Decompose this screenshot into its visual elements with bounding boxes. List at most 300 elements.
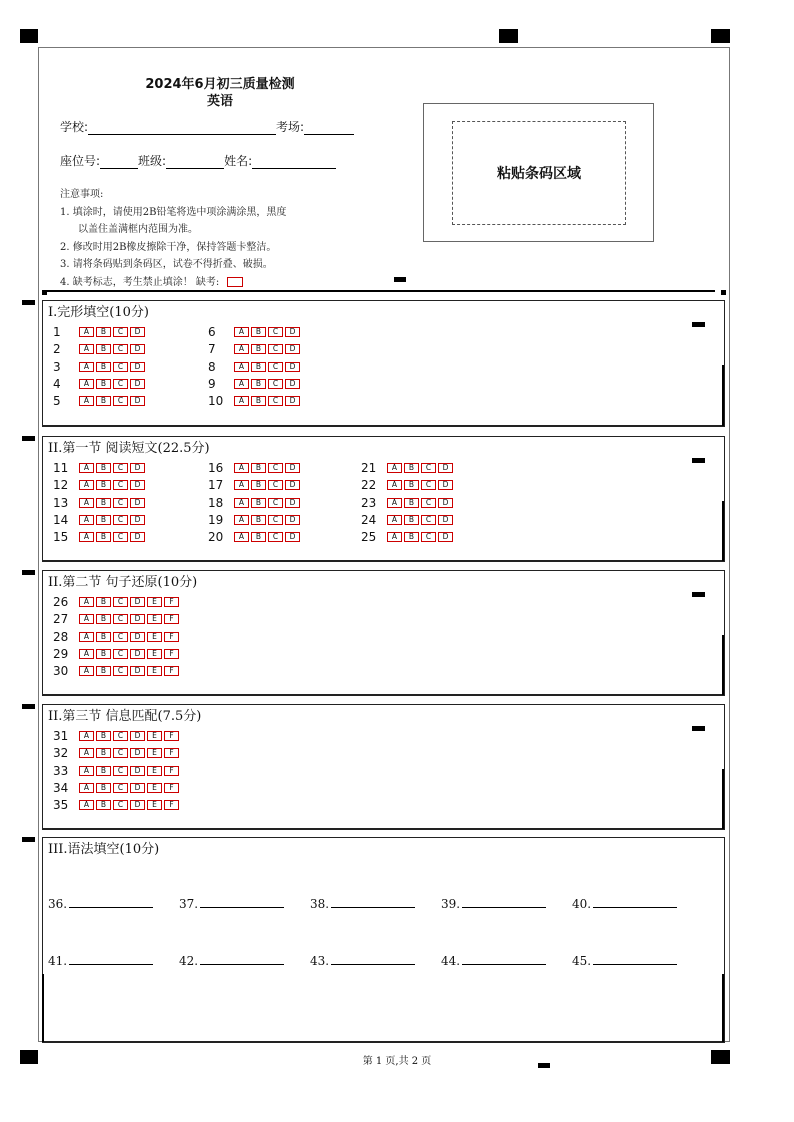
timing-mark <box>22 436 35 441</box>
blank-number: 37. <box>179 897 199 911</box>
grammar-blank <box>179 953 284 968</box>
question-number: 28 <box>53 629 69 644</box>
grammar-blank <box>310 953 415 968</box>
blank-number: 44. <box>441 954 461 968</box>
answer-line[interactable] <box>331 896 415 908</box>
seat-label: 座位号: <box>60 154 101 168</box>
choice-section <box>42 570 725 696</box>
option-bubble-d[interactable]: D <box>130 344 145 354</box>
timing-mark <box>22 704 35 709</box>
option-bubble-b[interactable]: B <box>251 327 266 337</box>
option-bubble-d[interactable]: D <box>438 480 453 490</box>
barcode-paste-zone <box>452 121 626 225</box>
question-row <box>53 764 181 778</box>
question-row <box>208 394 302 408</box>
blank-number: 39. <box>441 897 461 911</box>
option-bubble-b[interactable]: B <box>96 463 111 473</box>
option-bubble-b[interactable]: B <box>404 463 419 473</box>
question-number: 13 <box>53 495 69 510</box>
option-bubble-b[interactable]: B <box>96 498 111 508</box>
option-bubble-b[interactable]: B <box>96 480 111 490</box>
question-number: 18 <box>208 495 224 510</box>
question-row <box>53 746 181 760</box>
option-bubble-a[interactable]: A <box>79 362 94 372</box>
blank-number: 45. <box>572 954 592 968</box>
question-number: 23 <box>361 495 377 510</box>
question-number: 14 <box>53 512 69 527</box>
option-bubble-a[interactable]: A <box>234 379 249 389</box>
timing-mark <box>692 322 705 327</box>
option-bubble-d[interactable]: D <box>285 463 300 473</box>
option-bubble-d[interactable]: D <box>285 480 300 490</box>
section-edge <box>722 365 724 426</box>
seat-field[interactable] <box>100 156 138 169</box>
option-bubble-c[interactable]: C <box>113 731 128 741</box>
option-bubble-c[interactable]: C <box>268 532 283 542</box>
option-bubble-a[interactable]: A <box>79 649 94 659</box>
question-number: 16 <box>208 461 224 475</box>
option-bubble-d[interactable]: D <box>438 498 453 508</box>
option-bubble-b[interactable]: B <box>251 379 266 389</box>
option-bubble-d[interactable]: D <box>130 666 145 676</box>
option-bubble-b[interactable]: B <box>96 327 111 337</box>
option-bubble-b[interactable]: B <box>96 396 111 406</box>
option-bubble-b[interactable]: B <box>96 731 111 741</box>
answer-line[interactable] <box>69 953 153 965</box>
option-bubble-b[interactable]: B <box>96 362 111 372</box>
blank-number: 43. <box>310 954 330 968</box>
option-bubble-c[interactable]: C <box>113 783 128 793</box>
question-row <box>208 325 302 339</box>
question-row <box>361 461 455 475</box>
option-bubble-b[interactable]: B <box>96 344 111 354</box>
option-bubble-d[interactable]: D <box>285 396 300 406</box>
option-bubble-b[interactable]: B <box>96 666 111 676</box>
answer-line[interactable] <box>462 896 546 908</box>
class-field[interactable] <box>166 156 224 169</box>
answer-line[interactable] <box>593 896 677 908</box>
question-row <box>53 530 147 544</box>
question-number: 34 <box>53 780 69 795</box>
answer-line[interactable] <box>462 953 546 965</box>
question-row <box>361 530 455 544</box>
option-bubble-b[interactable]: B <box>404 498 419 508</box>
option-bubble-d[interactable]: D <box>130 515 145 525</box>
question-number: 6 <box>208 325 216 339</box>
option-bubble-b[interactable]: B <box>251 515 266 525</box>
option-bubble-c[interactable]: C <box>113 327 128 337</box>
option-bubble-d[interactable]: D <box>130 748 145 758</box>
blank-number: 41. <box>48 954 68 968</box>
option-bubble-c[interactable]: C <box>113 649 128 659</box>
option-bubble-a[interactable]: A <box>79 515 94 525</box>
section-title: I.完形填空(10分) <box>48 305 149 320</box>
option-bubble-d[interactable]: D <box>130 362 145 372</box>
option-bubble-a[interactable]: A <box>79 800 94 810</box>
option-bubble-e[interactable]: E <box>147 800 162 810</box>
option-bubble-d[interactable]: D <box>130 766 145 776</box>
timing-mark <box>692 726 705 731</box>
option-bubble-c[interactable]: C <box>113 748 128 758</box>
question-number: 1 <box>53 325 61 339</box>
question-number: 7 <box>208 342 216 357</box>
school-field[interactable] <box>88 122 276 135</box>
option-bubble-d[interactable]: D <box>130 800 145 810</box>
option-bubble-a[interactable]: A <box>387 498 402 508</box>
option-bubble-f[interactable]: F <box>164 800 179 810</box>
option-bubble-b[interactable]: B <box>251 362 266 372</box>
option-bubble-d[interactable]: D <box>130 731 145 741</box>
option-bubble-c[interactable]: C <box>268 480 283 490</box>
question-row <box>53 394 147 408</box>
question-row <box>53 496 147 510</box>
instruction-item: 1. 填涂时，请使用2B铅笔将选中项涂满涂黑，黑度 <box>60 206 287 218</box>
grammar-blank <box>48 953 153 968</box>
option-bubble-d[interactable]: D <box>438 532 453 542</box>
question-row <box>53 630 181 644</box>
option-bubble-b[interactable]: B <box>96 614 111 624</box>
option-bubble-a[interactable]: A <box>79 783 94 793</box>
question-number: 32 <box>53 746 69 761</box>
grammar-blank <box>441 896 546 911</box>
option-bubble-a[interactable]: A <box>234 480 249 490</box>
section-title: II.第三节 信息匹配(7.5分) <box>48 709 202 724</box>
option-bubble-c[interactable]: C <box>113 666 128 676</box>
option-bubble-a[interactable]: A <box>234 327 249 337</box>
option-bubble-b[interactable]: B <box>404 515 419 525</box>
question-number: 26 <box>53 595 69 609</box>
question-number: 21 <box>361 461 377 475</box>
question-row <box>208 478 302 492</box>
option-bubble-c[interactable]: C <box>268 498 283 508</box>
timing-mark <box>22 300 35 305</box>
option-bubble-d[interactable]: D <box>130 396 145 406</box>
instruction-item: 以盖住盖满框内范围为准。 <box>78 224 198 235</box>
question-number: 20 <box>208 530 224 545</box>
option-bubble-a[interactable]: A <box>79 766 94 776</box>
option-bubble-c[interactable]: C <box>421 532 436 542</box>
option-bubble-a[interactable]: A <box>234 344 249 354</box>
question-row <box>53 478 147 492</box>
option-bubble-d[interactable]: D <box>285 498 300 508</box>
option-bubble-b[interactable]: B <box>251 532 266 542</box>
timing-mark <box>22 837 35 842</box>
option-bubble-c[interactable]: C <box>421 515 436 525</box>
question-row <box>53 798 181 812</box>
header-divider <box>45 290 715 292</box>
question-row <box>208 513 302 527</box>
option-bubble-d[interactable]: D <box>130 614 145 624</box>
blank-number: 38. <box>310 897 330 911</box>
option-bubble-d[interactable]: D <box>130 532 145 542</box>
question-row <box>53 377 147 391</box>
option-bubble-a[interactable]: A <box>234 396 249 406</box>
choice-section <box>42 300 725 427</box>
option-bubble-a[interactable]: A <box>387 463 402 473</box>
option-bubble-b[interactable]: B <box>251 463 266 473</box>
option-bubble-a[interactable]: A <box>234 532 249 542</box>
option-bubble-c[interactable]: C <box>113 498 128 508</box>
option-bubble-f[interactable]: F <box>164 597 179 607</box>
section-title: III.语法填空(10分) <box>48 842 160 857</box>
question-number: 10 <box>208 394 224 409</box>
name-field[interactable] <box>252 156 336 169</box>
answer-line[interactable] <box>200 953 284 965</box>
left-edge <box>42 974 44 1042</box>
option-bubble-c[interactable]: C <box>268 344 283 354</box>
question-row <box>208 461 302 475</box>
option-bubble-e[interactable]: E <box>147 614 162 624</box>
question-row <box>53 360 147 374</box>
section-edge <box>722 769 724 829</box>
timing-mark <box>20 29 38 43</box>
option-bubble-c[interactable]: C <box>268 515 283 525</box>
option-bubble-c[interactable]: C <box>113 480 128 490</box>
option-bubble-b[interactable]: B <box>96 783 111 793</box>
question-number: 11 <box>53 461 69 475</box>
answer-line[interactable] <box>69 896 153 908</box>
option-bubble-f[interactable]: F <box>164 666 179 676</box>
option-bubble-d[interactable]: D <box>130 463 145 473</box>
option-bubble-b[interactable]: B <box>96 766 111 776</box>
grammar-section <box>42 837 725 1043</box>
answer-line[interactable] <box>593 953 677 965</box>
question-number: 27 <box>53 612 69 627</box>
question-row <box>53 612 181 626</box>
option-bubble-c[interactable]: C <box>113 597 128 607</box>
question-row <box>53 647 181 661</box>
question-row <box>208 530 302 544</box>
option-bubble-a[interactable]: A <box>79 731 94 741</box>
section-title: II.第一节 阅读短文(22.5分) <box>48 441 210 456</box>
choice-section <box>42 704 725 830</box>
grammar-blank <box>441 953 546 968</box>
option-bubble-e[interactable]: E <box>147 783 162 793</box>
question-number: 33 <box>53 763 69 778</box>
grammar-blank <box>572 953 677 968</box>
option-bubble-b[interactable]: B <box>96 379 111 389</box>
blank-number: 42. <box>179 954 199 968</box>
option-bubble-a[interactable]: A <box>79 597 94 607</box>
option-bubble-e[interactable]: E <box>147 632 162 642</box>
timing-mark <box>499 29 518 43</box>
option-bubble-a[interactable]: A <box>234 463 249 473</box>
question-number: 2 <box>53 342 61 357</box>
question-row <box>53 595 181 609</box>
question-number: 8 <box>208 359 216 374</box>
question-row <box>208 342 302 356</box>
option-bubble-c[interactable]: C <box>421 498 436 508</box>
instruction-item: 3. 请将条码贴到条码区，试卷不得折叠、破损。 <box>60 259 273 270</box>
option-bubble-e[interactable]: E <box>147 766 162 776</box>
school-label: 学校: <box>60 120 89 134</box>
option-bubble-b[interactable]: B <box>404 480 419 490</box>
barcode-label: 粘贴条码区域 <box>497 166 581 182</box>
option-bubble-a[interactable]: A <box>79 748 94 758</box>
question-number: 24 <box>361 512 377 527</box>
option-bubble-d[interactable]: D <box>130 632 145 642</box>
student-info-line <box>60 152 336 169</box>
option-bubble-d[interactable]: D <box>130 379 145 389</box>
option-bubble-c[interactable]: C <box>113 766 128 776</box>
question-row <box>208 496 302 510</box>
option-bubble-c[interactable]: C <box>421 463 436 473</box>
option-bubble-e[interactable]: E <box>147 748 162 758</box>
option-bubble-a[interactable]: A <box>387 515 402 525</box>
option-bubble-b[interactable]: B <box>96 532 111 542</box>
option-bubble-d[interactable]: D <box>130 480 145 490</box>
option-bubble-f[interactable]: F <box>164 731 179 741</box>
option-bubble-d[interactable]: D <box>130 498 145 508</box>
option-bubble-d[interactable]: D <box>285 344 300 354</box>
option-bubble-b[interactable]: B <box>251 480 266 490</box>
option-bubble-a[interactable]: A <box>79 666 94 676</box>
question-number: 30 <box>53 664 69 679</box>
question-row <box>361 496 455 510</box>
option-bubble-f[interactable]: F <box>164 766 179 776</box>
blank-number: 36. <box>48 897 68 911</box>
option-bubble-f[interactable]: F <box>164 783 179 793</box>
option-bubble-a[interactable]: A <box>79 379 94 389</box>
option-bubble-f[interactable]: F <box>164 748 179 758</box>
option-bubble-a[interactable]: A <box>387 480 402 490</box>
option-bubble-c[interactable]: C <box>113 396 128 406</box>
instructions-heading: 注意事项: <box>60 189 104 200</box>
option-bubble-d[interactable]: D <box>438 463 453 473</box>
option-bubble-d[interactable]: D <box>285 532 300 542</box>
choice-section <box>42 436 725 562</box>
option-bubble-c[interactable]: C <box>113 379 128 389</box>
option-bubble-d[interactable]: D <box>130 649 145 659</box>
section-edge <box>722 635 724 695</box>
question-number: 9 <box>208 376 216 391</box>
option-bubble-c[interactable]: C <box>113 344 128 354</box>
option-bubble-c[interactable]: C <box>268 463 283 473</box>
option-bubble-c[interactable]: C <box>113 632 128 642</box>
timing-mark <box>692 458 705 463</box>
option-bubble-b[interactable]: B <box>251 344 266 354</box>
class-label: 班级: <box>138 154 167 168</box>
question-row <box>208 377 302 391</box>
option-bubble-c[interactable]: C <box>113 800 128 810</box>
school-line <box>60 118 354 135</box>
option-bubble-f[interactable]: F <box>164 614 179 624</box>
question-row <box>53 781 181 795</box>
option-bubble-b[interactable]: B <box>96 515 111 525</box>
option-bubble-a[interactable]: A <box>234 498 249 508</box>
option-bubble-e[interactable]: E <box>147 597 162 607</box>
option-bubble-d[interactable]: D <box>285 327 300 337</box>
option-bubble-b[interactable]: B <box>404 532 419 542</box>
option-bubble-d[interactable]: D <box>130 597 145 607</box>
grammar-blank <box>572 896 677 911</box>
blank-number: 40. <box>572 897 592 911</box>
exam-subject: 英语 <box>206 94 233 109</box>
option-bubble-c[interactable]: C <box>421 480 436 490</box>
option-bubble-b[interactable]: B <box>96 800 111 810</box>
option-bubble-a[interactable]: A <box>79 498 94 508</box>
option-bubble-d[interactable]: D <box>285 515 300 525</box>
option-bubble-f[interactable]: F <box>164 649 179 659</box>
option-bubble-d[interactable]: D <box>130 783 145 793</box>
option-bubble-a[interactable]: A <box>79 614 94 624</box>
answer-line[interactable] <box>200 896 284 908</box>
option-bubble-a[interactable]: A <box>79 463 94 473</box>
option-bubble-d[interactable]: D <box>130 327 145 337</box>
option-bubble-e[interactable]: E <box>147 649 162 659</box>
option-bubble-a[interactable]: A <box>79 480 94 490</box>
option-bubble-e[interactable]: E <box>147 666 162 676</box>
answer-line[interactable] <box>331 953 415 965</box>
exam-room-field[interactable] <box>304 122 354 135</box>
question-number: 4 <box>53 376 61 391</box>
option-bubble-b[interactable]: B <box>96 649 111 659</box>
option-bubble-c[interactable]: C <box>113 532 128 542</box>
question-number: 12 <box>53 478 69 493</box>
option-bubble-a[interactable]: A <box>79 344 94 354</box>
option-bubble-b[interactable]: B <box>251 498 266 508</box>
grammar-blank <box>310 896 415 911</box>
question-number: 19 <box>208 512 224 527</box>
option-bubble-a[interactable]: A <box>387 532 402 542</box>
question-row <box>53 325 147 339</box>
absent-checkbox[interactable] <box>227 277 243 287</box>
grammar-blank <box>179 896 284 911</box>
question-number: 35 <box>53 798 69 813</box>
option-bubble-a[interactable]: A <box>79 532 94 542</box>
option-bubble-e[interactable]: E <box>147 731 162 741</box>
question-row <box>53 664 181 678</box>
question-row <box>361 478 455 492</box>
question-row <box>53 513 147 527</box>
absent-line <box>60 274 286 292</box>
question-number: 31 <box>53 729 69 743</box>
option-bubble-c[interactable]: C <box>113 515 128 525</box>
option-bubble-a[interactable]: A <box>79 396 94 406</box>
option-bubble-a[interactable]: A <box>79 632 94 642</box>
option-bubble-c[interactable]: C <box>113 463 128 473</box>
question-number: 22 <box>361 478 377 493</box>
question-row <box>361 513 455 527</box>
option-bubble-a[interactable]: A <box>79 327 94 337</box>
option-bubble-d[interactable]: D <box>285 379 300 389</box>
option-bubble-b[interactable]: B <box>96 632 111 642</box>
question-row <box>53 729 181 743</box>
option-bubble-f[interactable]: F <box>164 632 179 642</box>
question-row <box>208 360 302 374</box>
option-bubble-d[interactable]: D <box>438 515 453 525</box>
question-row <box>53 461 147 475</box>
option-bubble-a[interactable]: A <box>234 362 249 372</box>
option-bubble-d[interactable]: D <box>285 362 300 372</box>
option-bubble-c[interactable]: C <box>268 362 283 372</box>
option-bubble-c[interactable]: C <box>268 379 283 389</box>
timing-mark <box>711 29 730 43</box>
page-footer: 第 1 页,共 2 页 <box>362 1056 432 1067</box>
option-bubble-b[interactable]: B <box>251 396 266 406</box>
option-bubble-b[interactable]: B <box>96 597 111 607</box>
option-bubble-a[interactable]: A <box>234 515 249 525</box>
question-number: 29 <box>53 646 69 661</box>
question-number: 3 <box>53 359 61 374</box>
section-edge <box>722 974 724 1042</box>
option-bubble-c[interactable]: C <box>268 396 283 406</box>
option-bubble-b[interactable]: B <box>96 748 111 758</box>
instruction-item: 4. 缺考标志，考生禁止填涂！ 缺考: <box>60 276 220 288</box>
option-bubble-c[interactable]: C <box>113 362 128 372</box>
option-bubble-c[interactable]: C <box>268 327 283 337</box>
option-bubble-c[interactable]: C <box>113 614 128 624</box>
